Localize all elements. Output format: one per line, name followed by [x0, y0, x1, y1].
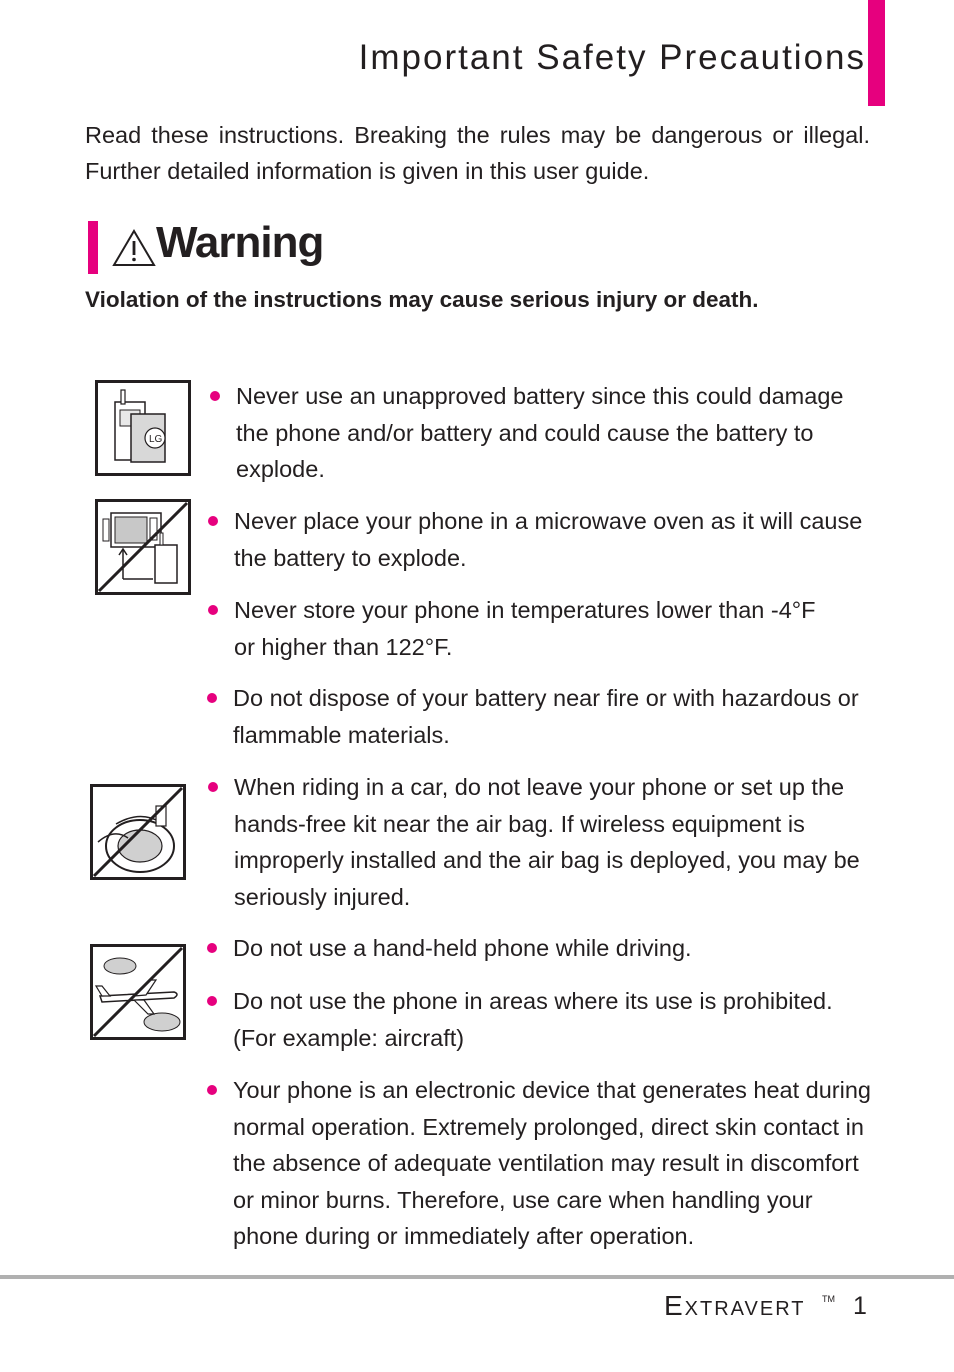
- bullet-icon: [210, 391, 220, 401]
- trademark-mark: TM: [822, 1294, 835, 1304]
- list-item: Do not use a hand-held phone while driving.: [207, 930, 873, 967]
- page-number: 1: [853, 1292, 867, 1320]
- warning-subtitle: Violation of the instructions may cause serious injury or death.: [85, 287, 759, 312]
- svg-text:LG: LG: [149, 434, 163, 445]
- list-item: Do not use the phone in areas where its use is prohibited. (For example: aircraft): [207, 983, 873, 1056]
- list-item: Never use an unapproved battery since this could damage the phone and/or battery and could cause the battery to explode.: [210, 378, 876, 488]
- list-item: Do not dispose of your battery near fire or with hazardous or flammable materials.: [207, 680, 873, 753]
- bullet-icon: [207, 693, 217, 703]
- bullet-icon: [207, 943, 217, 953]
- bullet-icon: [207, 1085, 217, 1095]
- bullet-icon: [208, 782, 218, 792]
- bullet-icon: [208, 516, 218, 526]
- warning-accent-bar: [88, 221, 98, 274]
- battery-illustration-icon: [95, 380, 191, 476]
- intro-text: Read these instructions. Breaking the rules may be dangerous or illegal. Further detailed information is given in this user guide.: [85, 122, 870, 184]
- warning-triangle-icon: [112, 228, 156, 268]
- page-title: Important Safety Precautions: [358, 38, 866, 77]
- airbag-prohibited-icon: [90, 784, 186, 880]
- list-item: Your phone is an electronic device that generates heat during normal operation. Extremely prolonged, direct skin contact in the absence of adequate ventilation may result in discomfort or minor burns. Therefore, use care when handling your phone during or immediately after operation.: [207, 1072, 873, 1255]
- bullet-icon: [208, 605, 218, 615]
- list-item: Never store your phone in temperatures lower than -4°F or higher than 122°F.: [208, 592, 834, 665]
- list-item: Never place your phone in a microwave oven as it will cause the battery to explode.: [208, 503, 874, 576]
- section-tab: [868, 0, 885, 106]
- footer-divider: [0, 1275, 954, 1279]
- aircraft-prohibited-icon: [90, 944, 186, 1040]
- brand-name: Extravert: [664, 1290, 806, 1321]
- bullet-icon: [207, 996, 217, 1006]
- list-item: When riding in a car, do not leave your phone or set up the hands-free kit near the air bag. If wireless equipment is improperly installed and the air bag is deployed, you may be seriously injured.: [208, 769, 874, 915]
- warning-title: Warning: [156, 218, 324, 267]
- microwave-prohibited-icon: [95, 499, 191, 595]
